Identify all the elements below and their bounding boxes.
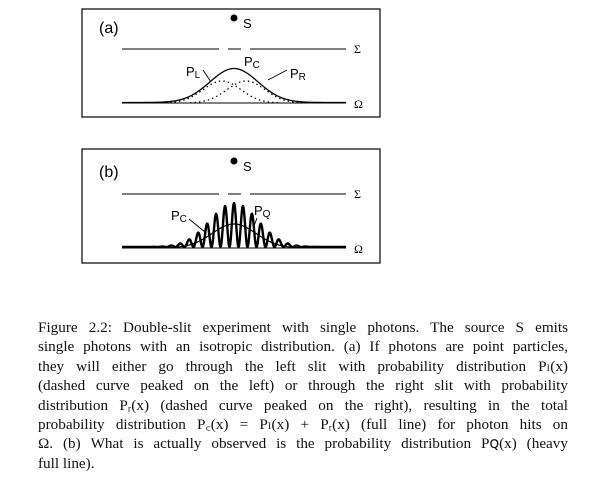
caption-line-8: full line). <box>38 454 95 472</box>
caption-line-2: single photons with an isotropic distribution. (a) If photons are point particles, <box>38 338 568 356</box>
panel-a-curve-total <box>122 69 346 103</box>
panel-a-label-pr <box>290 66 306 83</box>
panel-b-label: (b) <box>99 164 119 181</box>
pc-main: P <box>244 54 253 69</box>
pc-b-main: P <box>171 208 180 223</box>
panel-a-detector-label: Ω <box>354 97 363 111</box>
panel-b-leader-left <box>189 219 205 232</box>
pc-b-sub: C <box>179 214 187 225</box>
pr-sub: R <box>298 72 306 83</box>
caption-line-1: Figure 2.2: Double-slit experiment with single photons. The source S emits <box>38 319 568 336</box>
panel-b-detector-label: Ω <box>354 242 363 256</box>
panel-b-label-pc <box>171 208 187 225</box>
caption-line-7: Ω. (b) What is actually observed is the probability distribution Pꞯ(x) (heavy <box>38 435 568 453</box>
pq-main: P <box>254 203 263 218</box>
caption-line-5: distribution Pᵣ(x) (dashed curve peaked on the right), resulting in the total <box>38 396 568 414</box>
panel-b-source-label: S <box>243 159 252 174</box>
pr-main: P <box>290 66 299 81</box>
panel-a-leader-left <box>203 70 211 82</box>
panel-a-label: (a) <box>99 20 119 37</box>
panel-b-curve-quantum <box>122 203 346 247</box>
panel-b-source-dot <box>231 158 238 165</box>
panel-a-frame <box>82 9 380 117</box>
caption-line-6: probability distribution P꜀(x) = Pₗ(x) + Pᵣ(x) (full line) for photon hits on <box>38 416 568 434</box>
panel-b-screen-label: Σ <box>354 187 361 201</box>
pq-sub: Q <box>262 209 271 220</box>
panel-a-source-label: S <box>243 16 252 31</box>
figure-caption <box>38 318 568 473</box>
panel-a-label-pl <box>186 64 201 81</box>
caption-line-4: (dashed curve peaked on the left) or through the right slit with probability <box>38 377 568 395</box>
caption-line-3: they will either go through the left slit with probability distribution Pₗ(x) <box>38 357 568 375</box>
pl-sub: L <box>194 70 201 81</box>
panel-b-label-pq <box>254 203 271 220</box>
panel-a-screen-label: Σ <box>354 42 361 56</box>
panel-a-label-pc <box>244 54 260 71</box>
panel-a <box>82 9 380 117</box>
panel-a-leader-right <box>268 70 287 80</box>
panel-a-curve-left-dashed <box>170 81 280 103</box>
pl-main: P <box>186 64 195 79</box>
panel-a-source-dot <box>231 15 238 22</box>
pc-sub: C <box>252 60 260 71</box>
panel-b <box>82 149 380 263</box>
